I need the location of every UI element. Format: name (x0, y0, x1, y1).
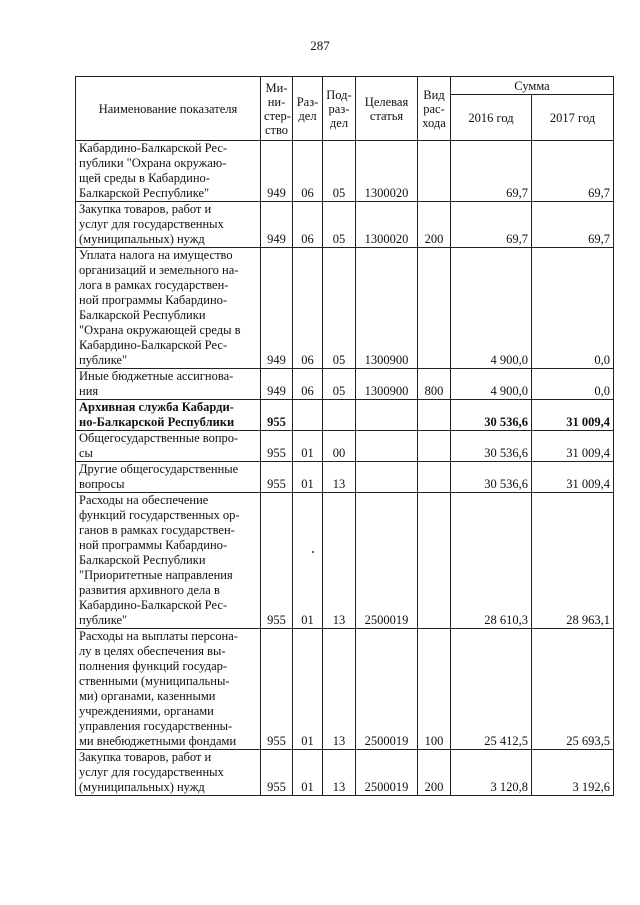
row-ministry: 955 (261, 629, 293, 750)
row-ministry: 955 (261, 493, 293, 629)
row-name: Иные бюджетные ассигнова- ния (76, 369, 261, 400)
row-sum-2016: 4 900,0 (451, 248, 532, 369)
row-sum-2016: 3 120,8 (451, 750, 532, 796)
header-year-2017: 2017 год (532, 95, 614, 141)
row-ministry: 949 (261, 369, 293, 400)
row-sum-2017: 69,7 (532, 141, 614, 202)
header-subsection: Под- раз- дел (323, 77, 356, 141)
row-subsection: 05 (323, 141, 356, 202)
table-row (76, 629, 614, 750)
row-expense (418, 248, 451, 369)
row-section: 01 (293, 431, 323, 462)
row-ministry: 949 (261, 202, 293, 248)
table-row (76, 248, 614, 369)
table-row (76, 431, 614, 462)
row-sum-2016: 30 536,6 (451, 462, 532, 493)
row-target: 2500019 (356, 750, 418, 796)
row-sum-2017: 0,0 (532, 369, 614, 400)
row-name: Закупка товаров, работ и услуг для государственных (муниципальных) нужд (76, 202, 261, 248)
row-sum-2016: 69,7 (451, 202, 532, 248)
row-expense (418, 493, 451, 629)
header-year-2016: 2016 год (451, 95, 532, 141)
row-sum-2017: 31 009,4 (532, 431, 614, 462)
header-target: Целевая статья (356, 77, 418, 141)
row-target (356, 462, 418, 493)
row-sum-2016: 25 412,5 (451, 629, 532, 750)
row-sum-2016: 69,7 (451, 141, 532, 202)
row-name: Расходы на выплаты персона- лу в целях обеспечения вы- полнения функций государ- ственными (муниципальны- ми) органами, казенными учреждениями, органами управления государственны- ми внебюджетными фондами (76, 629, 261, 750)
row-ministry: 955 (261, 400, 293, 431)
row-section: 01 (293, 462, 323, 493)
table-row (76, 369, 614, 400)
row-subsection: 00 (323, 431, 356, 462)
row-target (356, 431, 418, 462)
row-sum-2016: 30 536,6 (451, 431, 532, 462)
row-expense: 800 (418, 369, 451, 400)
row-expense: 200 (418, 750, 451, 796)
row-target: 1300900 (356, 369, 418, 400)
row-ministry: 949 (261, 248, 293, 369)
row-name: Общегосударственные вопро- сы (76, 431, 261, 462)
row-sum-2016: 28 610,3 (451, 493, 532, 629)
header-ministry: Ми- ни- стер- ство (261, 77, 293, 141)
row-name: Другие общегосударственные вопросы (76, 462, 261, 493)
table-row (76, 141, 614, 202)
row-expense (418, 431, 451, 462)
row-ministry: 955 (261, 431, 293, 462)
header-name: Наименование показателя (76, 77, 261, 141)
row-expense: 200 (418, 202, 451, 248)
row-name: Кабардино-Балкарской Рес- публики "Охрана окружаю- щей среды в Кабардино- Балкарской Республике" (76, 141, 261, 202)
row-target: 1300020 (356, 141, 418, 202)
row-sum-2017: 25 693,5 (532, 629, 614, 750)
row-subsection (323, 400, 356, 431)
table-row (76, 493, 614, 629)
page-number: 287 (310, 38, 330, 53)
row-sum-2017: 31 009,4 (532, 400, 614, 431)
row-section (293, 400, 323, 431)
row-name: Расходы на обеспечение функций государственных ор- ганов в рамках государствен- ной программы Кабардино- Балкарской Республики "Приоритетные направления развития архивного дела в Кабардино-Балкарской Рес- публике" (76, 493, 261, 629)
row-name: Архивная служба Кабарди- но-Балкарской Республики (76, 400, 261, 431)
row-target (356, 400, 418, 431)
row-expense (418, 462, 451, 493)
row-section: 06 (293, 141, 323, 202)
budget-table (75, 76, 614, 796)
table-row (76, 462, 614, 493)
header-expense: Вид рас- хода (418, 77, 451, 141)
row-section: 06 (293, 369, 323, 400)
row-section: 01 (293, 493, 323, 629)
scan-mark (312, 551, 314, 553)
row-sum-2017: 28 963,1 (532, 493, 614, 629)
row-ministry: 955 (261, 462, 293, 493)
row-target: 2500019 (356, 629, 418, 750)
row-expense (418, 141, 451, 202)
row-section: 06 (293, 202, 323, 248)
row-subsection: 13 (323, 462, 356, 493)
row-subsection: 13 (323, 493, 356, 629)
row-subsection: 05 (323, 369, 356, 400)
row-ministry: 955 (261, 750, 293, 796)
row-name: Уплата налога на имущество организаций и земельного на- лога в рамках государствен- ной программы Кабардино- Балкарской Республики "Охрана окружающей среды в Кабардино-Балкарской Рес- публике" (76, 248, 261, 369)
row-section: 06 (293, 248, 323, 369)
row-expense: 100 (418, 629, 451, 750)
header-section: Раз- дел (293, 77, 323, 141)
row-sum-2016: 4 900,0 (451, 369, 532, 400)
row-sum-2017: 31 009,4 (532, 462, 614, 493)
table-row (76, 400, 614, 431)
row-subsection: 05 (323, 248, 356, 369)
row-sum-2016: 30 536,6 (451, 400, 532, 431)
row-sum-2017: 69,7 (532, 202, 614, 248)
row-subsection: 13 (323, 629, 356, 750)
table-row (76, 202, 614, 248)
table-row (76, 750, 614, 796)
row-expense (418, 400, 451, 431)
row-subsection: 13 (323, 750, 356, 796)
row-target: 1300900 (356, 248, 418, 369)
header-sum: Сумма (451, 77, 614, 95)
row-section: 01 (293, 750, 323, 796)
row-subsection: 05 (323, 202, 356, 248)
row-sum-2017: 0,0 (532, 248, 614, 369)
row-target: 2500019 (356, 493, 418, 629)
row-name: Закупка товаров, работ и услуг для государственных (муниципальных) нужд (76, 750, 261, 796)
row-section: 01 (293, 629, 323, 750)
row-sum-2017: 3 192,6 (532, 750, 614, 796)
row-target: 1300020 (356, 202, 418, 248)
row-ministry: 949 (261, 141, 293, 202)
